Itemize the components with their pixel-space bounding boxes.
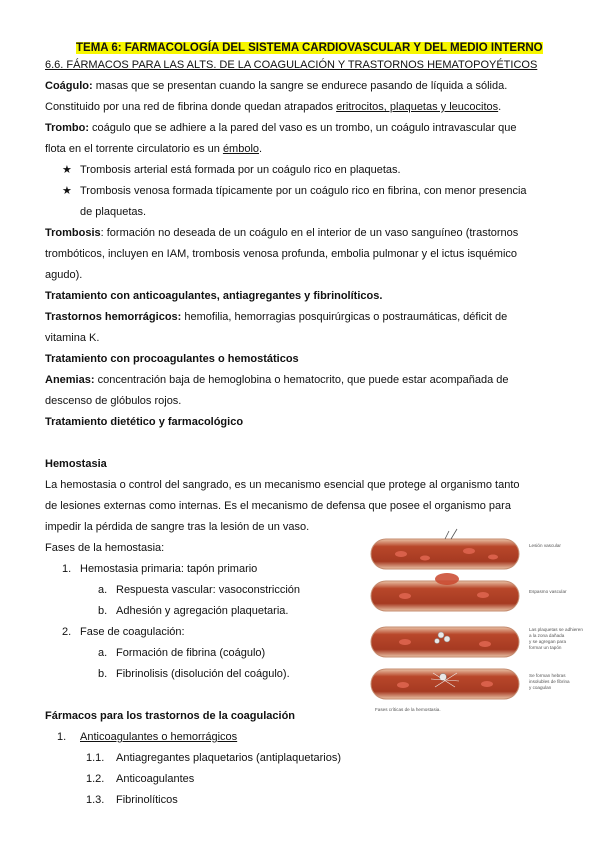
figure-caption: Fases críticas de la hemostasia. <box>375 707 441 712</box>
term-trastornos-hemorragicos: Trastornos hemorrágicos: <box>45 311 182 323</box>
tratamiento-dietetico: Tratamiento dietético y farmacológico <box>45 416 244 428</box>
term-embolo: émbolo <box>222 143 260 155</box>
trombosis-definition-line1: Trombosis: formación no deseada de un coágulo en el interior de un vaso sanguíneo (trastornos <box>45 227 519 239</box>
list-letter: a. <box>98 584 108 596</box>
anemias-definition-line2: descenso de glóbulos rojos. <box>45 395 182 407</box>
list-number: 2. <box>62 626 72 638</box>
figure-label-platelets-3: y se agregan para <box>529 639 567 644</box>
bullet-trombosis-arterial: Trombosis arterial está formada por un coágulo rico en plaquetas. <box>80 164 401 176</box>
figure-label-platelets-1: Las plaquetas se adhieren <box>529 627 583 632</box>
trombosis-definition-line2: trombóticos, incluyen en IAM, trombosis venosa profunda, embolia pulmonar y el ictus isquémico <box>45 248 518 260</box>
farmacos-heading: Fármacos para los trastornos de la coagulación <box>45 710 296 722</box>
figure-label-fibrin-3: y coagulan <box>529 685 552 690</box>
figure-label-spasm: Espasmo vascular <box>529 589 567 594</box>
figure-label-fibrin-2: insolubles de fibrina <box>529 679 570 684</box>
coagulo-definition-line1: Coágulo: masas que se presentan cuando la sangre se endurece pasando de líquida a sólida. <box>45 80 508 92</box>
hemostasia-phases-figure <box>365 527 597 717</box>
list-number: 1.1. <box>86 752 105 764</box>
subfase-fibrinolisis: Fibrinolisis (disolución del coágulo). <box>116 668 290 680</box>
list-letter: b. <box>98 605 108 617</box>
trombo-definition-line2: flota en el torrente circulatorio es un émbolo. <box>45 143 263 155</box>
figure-label-lesion: Lesión vascular <box>529 543 561 548</box>
tratamiento-anticoagulantes: Tratamiento con anticoagulantes, antiagregantes y fibrinolíticos. <box>45 290 383 302</box>
term-trombosis: Trombosis <box>45 227 101 239</box>
farmacos-subitem-anticoagulantes: Anticoagulantes <box>116 773 195 785</box>
fase-hemostasia-primaria: Hemostasia primaria: tapón primario <box>80 563 258 575</box>
figure-label-fibrin-1: Se forman hebras <box>529 673 566 678</box>
section-subtitle: 6.6. FÁRMACOS PARA LAS ALTS. DE LA COAGULACIÓN Y TRASTORNOS HEMATOPOYÉTICOS <box>45 59 538 71</box>
hemostasia-heading: Hemostasia <box>45 458 107 470</box>
farmacos-subitem-antiagregantes: Antiagregantes plaquetarios (antiplaquetarios) <box>116 752 342 764</box>
vessel-fibrin <box>371 669 519 699</box>
trombo-definition-line1: Trombo: coágulo que se adhiere a la pared del vaso es un trombo, un coágulo intravascular que <box>45 122 517 134</box>
hemorragicos-definition-line1: Trastornos hemorrágicos: hemofilia, hemorragias posquirúrgicas o postraumáticas, déficit de <box>45 311 508 323</box>
subfase-formacion-fibrina: Formación de fibrina (coágulo) <box>116 647 266 659</box>
hemorragicos-definition-line2: vitamina K. <box>45 332 100 344</box>
coagulo-definition-line2: Constituido por una red de fibrina donde quedan atrapados eritrocitos, plaquetas y leucocitos. <box>45 101 502 113</box>
hemostasia-paragraph-line2: de lesiones externas como internas. Es el mecanismo de defensa que posee el organismo para <box>45 500 511 512</box>
list-number: 1. <box>57 731 67 743</box>
figure-label-platelets-4: formar un tapón <box>529 645 562 650</box>
list-number: 1.2. <box>86 773 105 785</box>
star-bullet-icon: ★ <box>62 164 72 176</box>
fase-coagulacion: Fase de coagulación: <box>80 626 185 638</box>
fases-label: Fases de la hemostasia: <box>45 542 165 554</box>
trombosis-definition-line3: agudo). <box>45 269 83 281</box>
list-letter: a. <box>98 647 108 659</box>
hemostasia-paragraph-line3: impedir la pérdida de sangre tras la lesión de un vaso. <box>45 521 310 533</box>
page-title: TEMA 6: FARMACOLOGÍA DEL SISTEMA CARDIOVASCULAR Y DEL MEDIO INTERNO <box>76 42 543 54</box>
farmacos-subitem-fibrinoliticos: Fibrinolíticos <box>116 794 178 806</box>
vessel-platelet-plug <box>371 627 519 657</box>
list-number: 1. <box>62 563 72 575</box>
bullet-trombosis-venosa-line2: de plaquetas. <box>80 206 147 218</box>
hemostasia-paragraph-line1: La hemostasia o control del sangrado, es un mecanismo esencial que protege al organismo tanto <box>45 479 520 491</box>
term-trombo: Trombo: <box>45 122 89 134</box>
vessel-lesion <box>371 529 519 569</box>
star-bullet-icon: ★ <box>62 185 72 197</box>
vessel-spasm <box>371 573 519 611</box>
figure-label-platelets-2: a la zona dañada <box>529 633 565 638</box>
subfase-adhesion: Adhesión y agregación plaquetaria. <box>116 605 289 617</box>
subfase-respuesta-vascular: Respuesta vascular: vasoconstricción <box>116 584 301 596</box>
tratamiento-procoagulantes: Tratamiento con procoagulantes o hemostáticos <box>45 353 299 365</box>
anemias-definition-line1: Anemias: concentración baja de hemoglobina o hematocrito, que puede estar acompañada de <box>45 374 509 386</box>
bullet-trombosis-venosa-line1: Trombosis venosa formada típicamente por un coágulo rico en fibrina, con menor presencia <box>80 185 527 197</box>
list-number: 1.3. <box>86 794 105 806</box>
term-coagulo: Coágulo: <box>45 80 93 92</box>
term-anemias: Anemias: <box>45 374 95 386</box>
coagulo-components: eritrocitos, plaquetas y leucocitos <box>336 101 499 113</box>
farmacos-item-anticoagulantes: Anticoagulantes o hemorrágicos <box>80 731 238 743</box>
list-letter: b. <box>98 668 108 680</box>
